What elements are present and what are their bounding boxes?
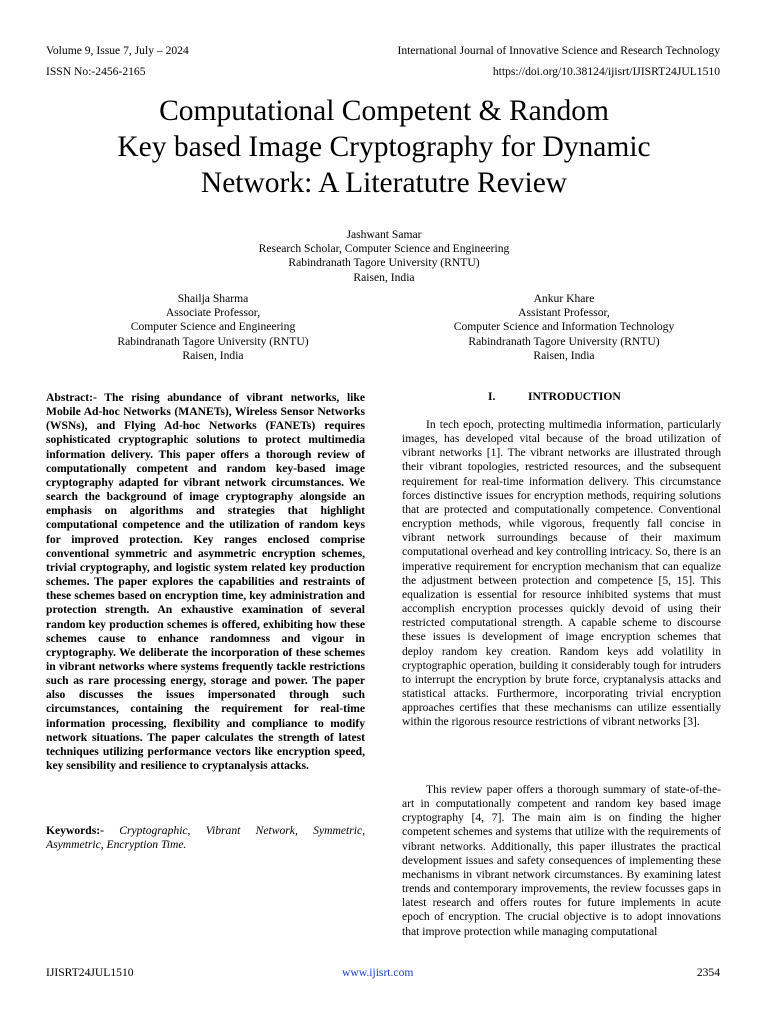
title-line-3: Network: A Literatutre Review [200,167,568,199]
author-location: Raisen, India [182,348,244,362]
author-role: Associate Professor, [165,306,261,320]
section-number: I. [488,390,496,403]
author-dept: Computer Science and Engineering [130,320,296,334]
issn: ISSN No:-2456-2165 [46,65,146,78]
author-role: Research Scholar, Computer Science and Engineering [258,242,510,256]
intro-paragraph-1: In tech epoch, protecting multimedia information, particularly images, has developed vital because of the broad utilization of vibrant networks [1]. The vibrant networks are illustrated through their vibrant topologies, restricted resources, and the subsequent requirement for real-time information delivery. This circumstance forces distinctive issues for encryption methods, requiring solutions that are protected and computationally competence. Conventional encryption methods, while vigorous, frequently fall concise in vibrant network surroundings because of their maximum computational overhead and key controlling intricacy. So, there is an imperative requirement for encryption mechanism that can equalize the adjustment between protection and competence [5, 15]. This equalization is essential for resource inhibited systems that must accomplish encryption processes quickly devoid of using their restricted computational strength. A capable scheme to discourse these issues is development of image encryption schemes that deploy random key creation. Random keys add volatility in cryptographic operation, building it considerably tough for intruders to interrupt the encryption by brute force, cryptanalysis attacks and statistical attacks. Furthermore, incorporating trivial encryption approaches certifies that these mechanisms can utilize essentially within the rigorous resource restrictions of vibrant networks [3]. [402,418,721,729]
keywords-label: Keywords:- [46,824,104,837]
author-university: Rabindranath Tagore University (RNTU) [468,334,660,348]
footer-paper-id: IJISRT24JUL1510 [46,966,134,979]
author-name: Ankur Khare [533,292,595,305]
volume-info: Volume 9, Issue 7, July – 2024 [46,44,189,57]
author-location: Raisen, India [353,270,415,284]
section-title: INTRODUCTION [528,390,621,403]
author-role: Assistant Professor, [518,306,610,320]
doi-link[interactable]: https://doi.org/10.38124/ijisrt/IJISRT24JUL1510 [492,65,720,78]
keywords [46,824,365,852]
abstract: Abstract:- The rising abundance of vibrant networks, like Mobile Ad-hoc Networks (MANETs), Wireless Sensor Networks (WSNs), and Flying Ad-hoc Networks (FANETs) requires sophisticated cryptographic solutions to protect multimedia information delivery. This paper offers a thorough review of computationally competent and random key-based image cryptography adapted for vibrant network circumstances. We search the background of image cryptography alongside an emphasis on algorithms and strategies that highlight computational competence and the utilization of random keys for improved protection. Key ranges enclosed comprise conventional symmetric and asymmetric encryption schemes, trivial cryptography, and logistic system related key production schemes. The paper explores the capabilities and restraints of these schemes based on encryption time, key administration and protection strength. An exhaustive examination of several random key production schemes is offered, exhibiting how these schemes cause to enhance randomness and vigour in cryptography. We deliberate the incorporation of these schemes in vibrant networks where systems frequently tackle restrictions such as rare processing energy, storage and power. The paper also discusses the issues impersonated through such circumstances, containing the requirement for real-time information processing, flexibility and compliance to modify network situations. The paper calculates the strength of latest techniques utilizing performance vectors like encryption speed, key sensibility and resilience to cryptanalysis attacks. [46,391,365,773]
author-location: Raisen, India [533,348,595,362]
paper-title [70,93,698,201]
author-dept: Computer Science and Information Technology [453,320,675,334]
author-right [406,292,722,363]
intro-paragraph-2: This review paper offers a thorough summary of state-of-the-art in computationally competent and random key based image cryptography [4, 7]. The main aim is on finding the higher competent schemes and systems that utilize with the requirements of vibrant networks. Additionally, this paper illustrates the practical development issues and safety consequences of implementing these mechanisms in vibrant network circumstances. By examining latest trends and contemporary improvements, the review focusses gaps in latest research and offers routes for future implements in acute epoch of encryption. The crucial objective is to adopt innovations that improve protection while managing computational [402,783,721,938]
title-line-1: Computational Competent & Random [159,95,609,127]
author-name: Jashwant Samar [346,228,422,241]
page-number: 2354 [696,966,720,979]
title-line-2: Key based Image Cryptography for Dynamic [117,131,651,163]
footer-website-link[interactable]: www.ijisrt.com [342,966,414,979]
author-left [60,292,366,363]
keywords-text: Cryptographic, Vibrant Network, Symmetric, Asymmetric, Encryption Time. [46,824,365,852]
author-name: Shailja Sharma [177,292,249,305]
author-main [184,228,584,285]
author-university: Rabindranath Tagore University (RNTU) [288,256,480,270]
author-university: Rabindranath Tagore University (RNTU) [117,334,309,348]
journal-name: International Journal of Innovative Science and Research Technology [397,44,720,57]
